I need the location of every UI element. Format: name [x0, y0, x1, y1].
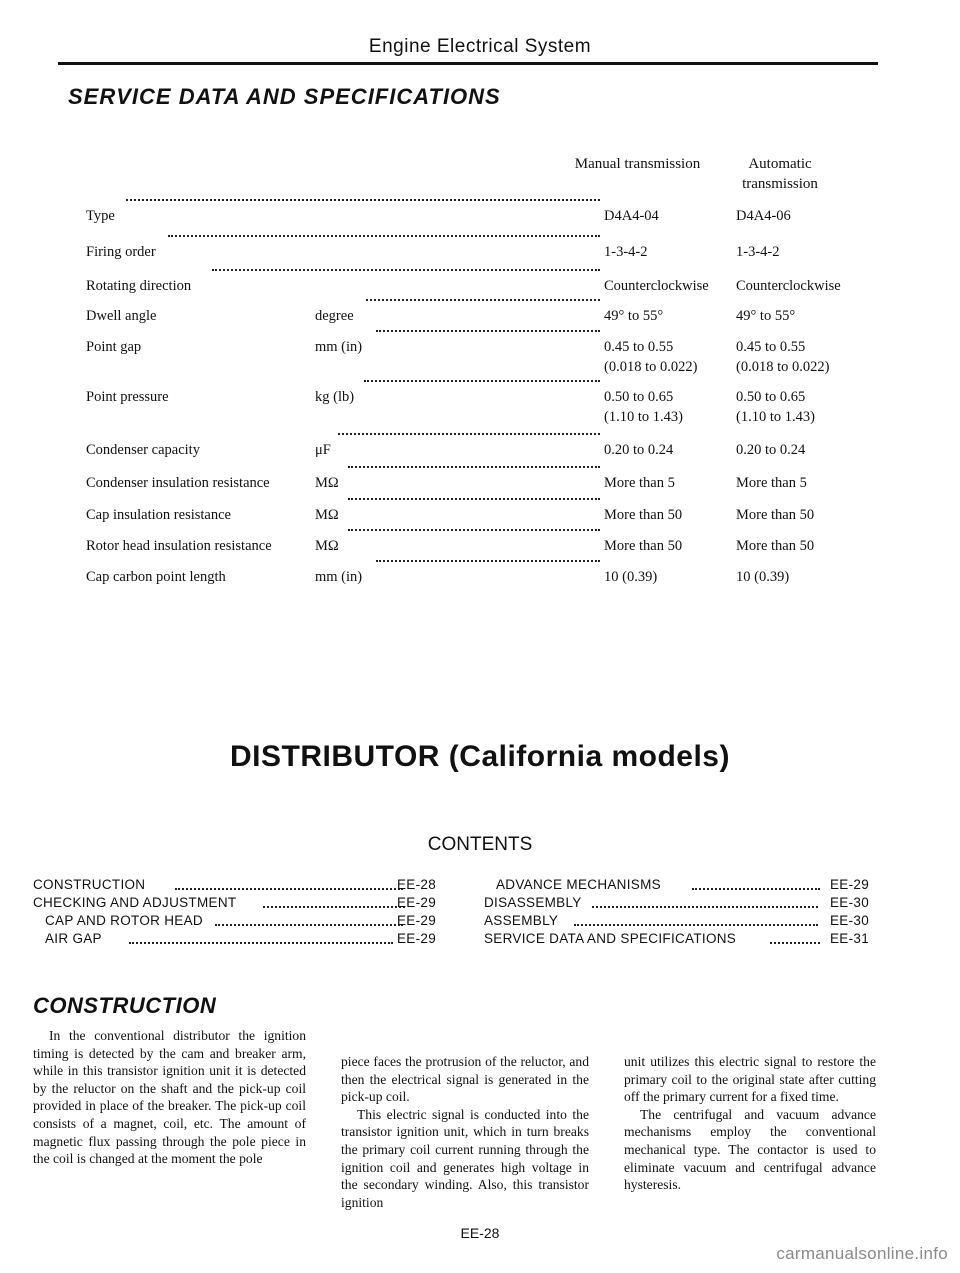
spec-label: Cap carbon point length: [86, 569, 226, 585]
toc-dot-leader: [175, 888, 403, 890]
contents-title: CONTENTS: [427, 834, 533, 855]
toc-dot-leader: [263, 906, 405, 908]
spec-value-manual: 49° to 55°: [604, 308, 664, 324]
column-header-automatic: Automatic transmission: [742, 156, 818, 192]
toc-dot-leader: [770, 942, 820, 944]
spec-value-manual: More than 50: [604, 538, 683, 554]
spec-value-auto: More than 50: [736, 538, 815, 554]
toc-page: EE-29: [397, 913, 437, 928]
dot-leader: [348, 529, 600, 531]
toc-entry-air-gap[interactable]: [45, 930, 453, 948]
toc-title: ADVANCE MECHANISMS: [496, 877, 661, 892]
section-title: SERVICE DATA AND SPECIFICATIONS: [68, 84, 501, 109]
spec-value-auto-inch: (0.018 to 0.022): [736, 359, 830, 375]
spec-value-manual: 0.50 to 0.65: [604, 389, 674, 405]
toc-entry-service-data[interactable]: [484, 930, 876, 948]
dot-leader: [338, 433, 600, 435]
spec-value-manual-lb: (1.10 to 1.43): [604, 409, 683, 425]
dot-leader: [376, 330, 600, 332]
spec-value-auto-lb: (1.10 to 1.43): [736, 409, 815, 425]
spec-unit: MΩ: [315, 507, 339, 523]
toc-page: EE-28: [397, 877, 437, 892]
toc-page: EE-30: [830, 895, 870, 910]
toc-dot-leader: [129, 942, 393, 944]
construction-column-2: [341, 1053, 589, 1211]
spec-value-auto: 10 (0.39): [736, 569, 790, 585]
toc-dot-leader: [692, 888, 820, 890]
spec-label: Firing order: [86, 244, 156, 260]
spec-value-manual: More than 50: [604, 507, 683, 523]
dot-leader: [168, 235, 600, 237]
spec-label: Condenser insulation resistance: [86, 475, 270, 491]
header-title: Engine Electrical System: [368, 36, 592, 57]
toc-entry-cap-rotor-head[interactable]: [45, 912, 453, 930]
spec-value-auto: 1-3-4-2: [736, 244, 780, 260]
watermark: carmanualsonline.info: [776, 1244, 948, 1263]
dot-leader: [348, 466, 600, 468]
spec-value-auto: More than 5: [736, 475, 807, 491]
construction-heading: CONSTRUCTION: [33, 993, 217, 1018]
spec-value-auto: More than 50: [736, 507, 815, 523]
distributor-title: DISTRIBUTOR (California models): [230, 740, 730, 773]
toc-page: EE-30: [830, 913, 870, 928]
header-divider: [58, 62, 878, 65]
dot-leader: [366, 299, 600, 301]
toc-entry-checking-adjustment[interactable]: [33, 894, 453, 912]
construction-column-1: [33, 1027, 306, 1168]
spec-unit: degree: [315, 308, 354, 324]
toc-title: DISASSEMBLY: [484, 895, 582, 910]
toc-title: CHECKING AND ADJUSTMENT: [33, 895, 237, 910]
toc-dot-leader: [215, 924, 403, 926]
toc-title: CAP AND ROTOR HEAD: [45, 913, 203, 928]
spec-value-manual: Counterclockwise: [604, 278, 709, 294]
page-number: EE-28: [460, 1225, 500, 1241]
dot-leader: [348, 498, 600, 500]
dot-leader: [364, 380, 600, 382]
toc-page: EE-29: [397, 931, 437, 946]
spec-value-manual: D4A4-04: [604, 208, 659, 224]
toc-entry-advance-mechanisms[interactable]: [496, 876, 876, 894]
toc-title: SERVICE DATA AND SPECIFICATIONS: [484, 931, 737, 946]
construction-paragraph: In the conventional distributor the ignition timing is detected by the cam and breaker arm, while in this transistor ignition unit it is detected by the reluctor on the shaft and the pick-up coil provided in place of the breaker. The pick-up coil consists of a magnet, coil, etc. The amount of magnetic flux passing through the pole piece in the coil is changed at the moment the pole: [33, 1028, 306, 1167]
spec-value-manual: 0.45 to 0.55: [604, 339, 674, 355]
construction-paragraph: This electric signal is conducted into the transistor ignition unit, which in turn breaks the primary coil current running through the ignition coil and generates high voltage in the secondary winding. Also, this transistor ignition: [341, 1106, 589, 1210]
spec-label: Type: [86, 208, 115, 224]
construction-paragraph: piece faces the protrusion of the reluctor, and then the electrical signal is generated in the pick-up coil.: [341, 1054, 589, 1105]
dot-leader: [126, 199, 600, 201]
spec-label: Rotating direction: [86, 278, 192, 294]
spec-value-manual-inch: (0.018 to 0.022): [604, 359, 698, 375]
spec-unit: kg (lb): [315, 389, 355, 405]
toc-page: EE-31: [830, 931, 870, 946]
spec-label: Dwell angle: [86, 308, 157, 324]
toc-page: EE-29: [397, 895, 437, 910]
spec-unit: μF: [315, 442, 331, 458]
spec-value-auto: 49° to 55°: [736, 308, 796, 324]
toc-entry-disassembly[interactable]: [484, 894, 876, 912]
spec-value-manual: More than 5: [604, 475, 675, 491]
spec-value-auto: Counterclockwise: [736, 278, 841, 294]
dot-leader: [376, 560, 600, 562]
toc-title: AIR GAP: [45, 931, 102, 946]
toc-entry-assembly[interactable]: [484, 912, 876, 930]
construction-paragraph: The centrifugal and vacuum advance mechanisms employ the conventional mechanical type. The contactor is used to eliminate vacuum and centrifugal advance hysteresis.: [624, 1106, 876, 1193]
spec-value-auto: 0.20 to 0.24: [736, 442, 806, 458]
spec-value-manual: 10 (0.39): [604, 569, 658, 585]
spec-label: Cap insulation resistance: [86, 507, 231, 523]
spec-unit: MΩ: [315, 538, 339, 554]
spec-value-auto: 0.50 to 0.65: [736, 389, 806, 405]
spec-unit: mm (in): [315, 569, 363, 585]
spec-value-auto: D4A4-06: [736, 208, 791, 224]
spec-label: Point pressure: [86, 389, 169, 405]
spec-label: Point gap: [86, 339, 142, 355]
spec-value-auto: 0.45 to 0.55: [736, 339, 806, 355]
spec-value-manual: 1-3-4-2: [604, 244, 648, 260]
toc-entry-construction[interactable]: [33, 876, 453, 894]
spec-value-manual: 0.20 to 0.24: [604, 442, 674, 458]
toc-title: CONSTRUCTION: [33, 877, 146, 892]
toc-page: EE-29: [830, 877, 870, 892]
toc-dot-leader: [574, 924, 818, 926]
spec-unit: mm (in): [315, 339, 363, 355]
toc-title: ASSEMBLY: [484, 913, 559, 928]
spec-unit: MΩ: [315, 475, 339, 491]
spec-label: Condenser capacity: [86, 442, 200, 458]
toc-dot-leader: [592, 906, 818, 908]
column-header-manual: Manual transmission: [574, 156, 701, 172]
dot-leader: [212, 269, 600, 271]
construction-paragraph: unit utilizes this electric signal to restore the primary coil to the original state after cutting off the primary current for a fixed time.: [624, 1054, 876, 1105]
spec-label: Rotor head insulation resistance: [86, 538, 272, 554]
construction-column-3: [624, 1053, 876, 1194]
